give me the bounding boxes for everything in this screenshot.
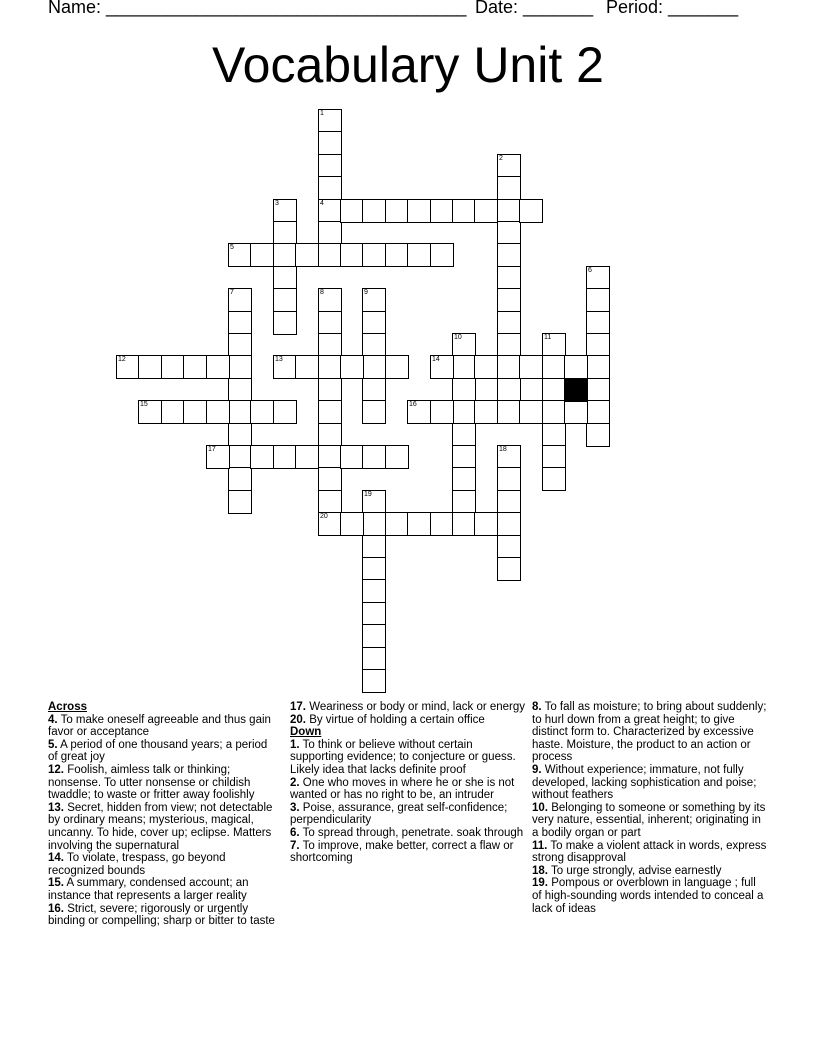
crossword-cell[interactable] [497, 378, 521, 402]
crossword-cell[interactable] [362, 512, 386, 536]
crossword-cell[interactable] [228, 378, 252, 402]
crossword-cell[interactable] [497, 154, 521, 178]
crossword-cell[interactable] [497, 266, 521, 290]
clues-column-3 [532, 701, 768, 915]
clue-across-15: 15. A summary, condensed account; an instance that represents a larger reality [48, 877, 249, 902]
clue-number: 10 [454, 334, 462, 341]
clue-across-5: 5. A period of one thousand years; a period of great joy [48, 738, 268, 764]
crossword-cell[interactable] [497, 557, 521, 581]
crossword-cell[interactable] [138, 355, 162, 379]
crossword-cell[interactable] [273, 445, 297, 469]
crossword-cell[interactable] [340, 199, 364, 223]
crossword-cell[interactable] [362, 288, 386, 312]
name-field-label: Name: ____________________________________ [48, 0, 467, 17]
clue-across-13: 13. Secret, hidden from view; not detectable by ordinary means; mysterious, magical, uncanny. To hide, cover up; eclipse. Matters involving the supernatural [48, 801, 273, 852]
clue-down-8: 8. To fall as moisture; to bring about suddenly; to hurl down from a great height; to give distinct form to. Characterized by excessive haste. Moisture, the product to an action or process [532, 701, 767, 764]
crossword-cell[interactable] [407, 400, 431, 424]
crossword-cell[interactable] [542, 400, 566, 424]
crossword-cell[interactable] [362, 490, 386, 514]
crossword-cell[interactable] [362, 333, 386, 357]
clue-down-10: 10. Belonging to someone or something by its very nature, essential, inherent; originating in a bodily organ or part [532, 801, 766, 839]
crossword-cell[interactable] [497, 176, 521, 200]
crossword-cell[interactable] [318, 131, 342, 155]
crossword-cell[interactable] [295, 243, 319, 267]
crossword-cell[interactable] [273, 266, 297, 290]
crossword-cell[interactable] [362, 378, 386, 402]
crossword-cell[interactable] [318, 243, 342, 267]
crossword-cell[interactable] [250, 445, 274, 469]
crossword-cell[interactable] [362, 445, 386, 469]
crossword-cell[interactable] [452, 400, 476, 424]
crossword-cell[interactable] [318, 176, 342, 200]
crossword-cell[interactable] [452, 333, 476, 357]
crossword-cell[interactable] [116, 355, 140, 379]
crossword-cell[interactable] [362, 355, 386, 379]
crossword-cell[interactable] [318, 221, 342, 245]
crossword-cell[interactable] [295, 445, 319, 469]
crossword-cell[interactable] [497, 333, 521, 357]
clue-number: 16 [409, 401, 417, 408]
crossword-cell[interactable] [362, 557, 386, 581]
crossword-cell[interactable] [318, 512, 342, 536]
clues-column-1 [48, 701, 280, 928]
crossword-cell[interactable] [542, 333, 566, 357]
crossword-cell[interactable] [206, 445, 230, 469]
down-heading: Down [290, 726, 322, 739]
crossword-cell[interactable] [542, 355, 566, 379]
clue-down-2: 2. One who moves in where he or she is not wanted or has no right to be, an intruder [290, 776, 515, 802]
crossword-cell[interactable] [519, 355, 543, 379]
crossword-cell[interactable] [430, 512, 454, 536]
clue-down-6: 6. To spread through, penetrate. soak through [290, 826, 524, 839]
crossword-cell[interactable] [497, 535, 521, 559]
clue-across-16: 16. Strict, severe; rigorously or urgently binding or compelling; sharp or bitter to taste [48, 902, 275, 928]
crossword-cell[interactable] [273, 199, 297, 223]
crossword-cell[interactable] [362, 243, 386, 267]
clue-number: 17 [208, 446, 216, 453]
crossword-cell[interactable] [228, 243, 252, 267]
across-heading: Across [48, 701, 87, 713]
crossword-cell[interactable] [586, 288, 610, 312]
crossword-cell[interactable] [318, 378, 342, 402]
period-field-label: Period: _______ [606, 0, 739, 17]
crossword-cell[interactable] [497, 355, 521, 379]
crossword-cell[interactable] [430, 355, 454, 379]
crossword-cell[interactable] [340, 445, 364, 469]
crossword-cell[interactable] [497, 311, 521, 335]
crossword-cell[interactable] [452, 378, 476, 402]
crossword-cell[interactable] [295, 355, 319, 379]
crossword-cell[interactable] [228, 400, 252, 424]
crossword-cell[interactable] [161, 355, 185, 379]
crossword-cell[interactable] [497, 288, 521, 312]
crossword-cell[interactable] [362, 535, 386, 559]
clue-number: 14 [432, 356, 440, 363]
crossword-cell[interactable] [318, 109, 342, 133]
crossword-cell[interactable] [564, 355, 588, 379]
crossword-cell[interactable] [318, 490, 342, 514]
crossword-cell[interactable] [497, 400, 521, 424]
crossword-cell[interactable] [586, 378, 610, 402]
crossword-cell[interactable] [542, 423, 566, 447]
crossword-cell[interactable] [161, 400, 185, 424]
crossword-cell[interactable] [362, 579, 386, 603]
crossword-cell[interactable] [250, 400, 274, 424]
clue-down-1: 1. To think or believe without certain supporting evidence; to conjecture or guess. Likely idea that lacks definite proof [290, 738, 516, 776]
crossword-cell[interactable] [206, 400, 230, 424]
crossword-cell[interactable] [519, 400, 543, 424]
clue-number: 20 [320, 513, 328, 520]
crossword-cell[interactable] [228, 423, 252, 447]
crossword-cell[interactable] [340, 355, 364, 379]
crossword-cell[interactable] [542, 467, 566, 491]
crossword-cell[interactable] [385, 355, 409, 379]
crossword-cell[interactable] [273, 400, 297, 424]
crossword-cell[interactable] [586, 266, 610, 290]
crossword-cell[interactable] [228, 445, 252, 469]
crossword-cell[interactable] [362, 199, 386, 223]
crossword-cell[interactable] [452, 445, 476, 469]
crossword-cell[interactable] [586, 333, 610, 357]
crossword-cell[interactable] [318, 467, 342, 491]
clue-number: 6 [588, 267, 592, 274]
clue-number: 3 [275, 200, 279, 207]
crossword-cell[interactable] [497, 512, 521, 536]
date-field-label: Date: _______ [475, 0, 594, 17]
crossword-cell[interactable] [206, 355, 230, 379]
clue-across-20: 20. By virtue of holding a certain office [290, 713, 485, 726]
clue-number: 5 [230, 244, 234, 251]
crossword-cell[interactable] [474, 512, 498, 536]
crossword-cell[interactable] [318, 423, 342, 447]
crossword-cell[interactable] [452, 512, 476, 536]
crossword-cell[interactable] [452, 199, 476, 223]
clues-column-2 [290, 701, 526, 865]
crossword-cell[interactable] [362, 647, 386, 671]
crossword-cell[interactable] [385, 445, 409, 469]
clue-number: 8 [320, 289, 324, 296]
crossword-cell[interactable] [318, 311, 342, 335]
clue-down-7: 7. To improve, make better, correct a flaw or shortcoming [290, 839, 514, 865]
crossword-cell[interactable] [318, 400, 342, 424]
crossword-cell[interactable] [228, 490, 252, 514]
blocked-cell [564, 378, 588, 402]
crossword-cell[interactable] [340, 243, 364, 267]
crossword-cell[interactable] [452, 355, 476, 379]
crossword-cell[interactable] [474, 199, 498, 223]
crossword-cell[interactable] [407, 243, 431, 267]
crossword-cell[interactable] [407, 512, 431, 536]
crossword-cell[interactable] [385, 243, 409, 267]
clue-number: 13 [275, 356, 283, 363]
clue-number: 1 [320, 110, 324, 117]
clue-down-9: 9. Without experience; immature, not fully developed, lacking sophistication and poise; without feathers [532, 763, 757, 802]
clue-number: 19 [364, 491, 372, 498]
crossword-cell[interactable] [183, 355, 207, 379]
crossword-cell[interactable] [474, 355, 498, 379]
clue-across-4: 4. To make oneself agreeable and thus gain favor or acceptance [48, 713, 271, 739]
crossword-cell[interactable] [228, 288, 252, 312]
crossword-cell[interactable] [228, 333, 252, 357]
crossword-cell[interactable] [318, 199, 342, 223]
crossword-cell[interactable] [228, 467, 252, 491]
clue-across-14: 14. To violate, trespass, go beyond recognized bounds [48, 852, 226, 877]
crossword-cell[interactable] [519, 199, 543, 223]
crossword-cell[interactable] [586, 355, 610, 379]
crossword-cell[interactable] [586, 400, 610, 424]
crossword-cell[interactable] [318, 355, 342, 379]
clue-number: 11 [544, 334, 552, 341]
crossword-cell[interactable] [273, 311, 297, 335]
crossword-cell[interactable] [362, 311, 386, 335]
crossword-cell[interactable] [318, 154, 342, 178]
crossword-cell[interactable] [228, 311, 252, 335]
crossword-cell[interactable] [362, 624, 386, 648]
clue-number: 18 [499, 446, 507, 453]
crossword-cell[interactable] [586, 311, 610, 335]
crossword-cell[interactable] [497, 490, 521, 514]
clue-down-19: 19. Pompous or overblown in language ; full of high-sounding words intended to conceal a lack of ideas [532, 877, 764, 915]
crossword-cell[interactable] [430, 400, 454, 424]
crossword-cell[interactable] [273, 243, 297, 267]
crossword-cell[interactable] [542, 378, 566, 402]
crossword-cell[interactable] [452, 423, 476, 447]
crossword-cell[interactable] [497, 221, 521, 245]
crossword-cell[interactable] [362, 669, 386, 693]
clue-number: 15 [140, 401, 148, 408]
crossword-cell[interactable] [340, 512, 364, 536]
crossword-cell[interactable] [385, 199, 409, 223]
clue-across-12: 12. Foolish, aimless talk or thinking; nonsense. To utter nonsense or childish twaddle; to waste or fritter away foolishly [48, 763, 255, 802]
crossword-cell[interactable] [385, 512, 409, 536]
clue-down-18: 18. To urge strongly, advise earnestly [532, 864, 722, 877]
crossword-cell[interactable] [273, 288, 297, 312]
crossword-cell[interactable] [183, 400, 207, 424]
crossword-cell[interactable] [452, 467, 476, 491]
crossword-cell[interactable] [250, 243, 274, 267]
crossword-cell[interactable] [542, 445, 566, 469]
crossword-cell[interactable] [318, 333, 342, 357]
clue-down-11: 11. To make a violent attack in words, express strong disapproval [532, 839, 767, 865]
crossword-cell[interactable] [138, 400, 162, 424]
clue-number: 4 [320, 200, 324, 207]
crossword-cell[interactable] [362, 400, 386, 424]
clue-number: 7 [230, 289, 234, 296]
crossword-cell[interactable] [497, 445, 521, 469]
crossword-cell[interactable] [497, 243, 521, 267]
crossword-cell[interactable] [407, 199, 431, 223]
crossword-cell[interactable] [318, 288, 342, 312]
clue-across-17: 17. Weariness or body or mind, lack or energy [290, 701, 526, 713]
crossword-cell[interactable] [228, 355, 252, 379]
crossword-cell[interactable] [273, 221, 297, 245]
crossword-cell[interactable] [430, 243, 454, 267]
crossword-cell[interactable] [497, 199, 521, 223]
clue-number: 9 [364, 289, 368, 296]
crossword-cell[interactable] [474, 400, 498, 424]
crossword-cell[interactable] [362, 602, 386, 626]
crossword-cell[interactable] [452, 490, 476, 514]
crossword-cell[interactable] [318, 445, 342, 469]
crossword-cell[interactable] [430, 199, 454, 223]
crossword-cell[interactable] [273, 355, 297, 379]
crossword-cell[interactable] [497, 467, 521, 491]
page-title: Vocabulary Unit 2 [212, 37, 604, 93]
crossword-cell[interactable] [564, 400, 588, 424]
clue-number: 2 [499, 155, 503, 162]
crossword-cell[interactable] [586, 423, 610, 447]
clue-number: 12 [118, 356, 126, 363]
clue-down-3: 3. Poise, assurance, great self-confidence; perpendicularity [290, 801, 508, 827]
